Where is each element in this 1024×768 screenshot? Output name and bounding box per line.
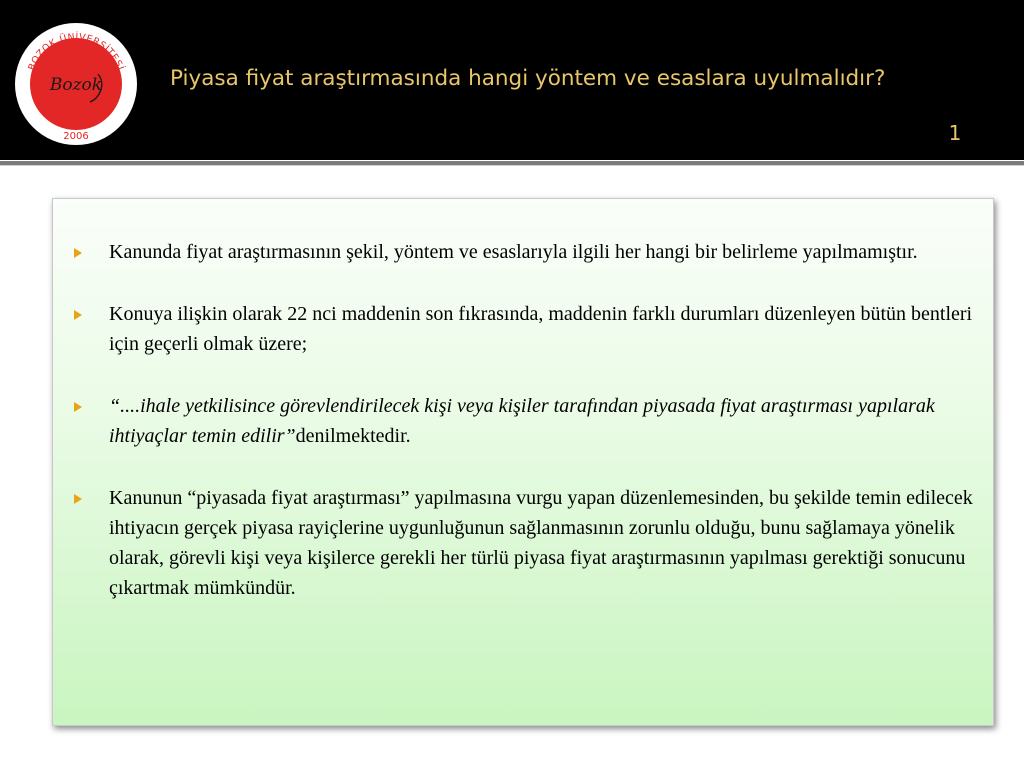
bullet-list — [69, 237, 984, 635]
arrow-bullet-icon — [74, 310, 82, 320]
bullet-item — [69, 483, 984, 603]
logo-script-text: Bozok — [49, 75, 103, 95]
slide-title: Piyasa fiyat araştırmasında hangi yöntem ve esaslara uyulmalıdır? — [170, 66, 886, 91]
bullet-item — [69, 237, 984, 267]
logo-ring-text: BOZOK ÜNİVERSİTESİ — [26, 31, 126, 73]
header-divider — [0, 161, 1024, 166]
arrow-bullet-icon — [74, 402, 82, 412]
content-box — [52, 198, 994, 726]
bullet-text: Kanunun “piyasada fiyat araştırması” yapılmasına vurgu yapan düzenlemesinden, bu şekilde temin edilecek ihtiyacın gerçek piyasa rayiçlerine uygunluğunun sağlanmasının zorunlu olduğu, bunu sağlamaya yönelik olarak, görevli kişi veya kişilerce gerekli her türlü piyasa fiyat araştırmasının yapılması gerektiği sonucunu çıkartmak mümkündür. — [109, 487, 973, 599]
slide-header — [0, 0, 1024, 160]
bullet-item — [69, 391, 984, 451]
bozok-university-logo — [14, 22, 138, 146]
slide-number: 1 — [948, 121, 962, 145]
arrow-bullet-icon — [74, 248, 82, 258]
bullet-text: Kanunda fiyat araştırmasının şekil, yöntem ve esaslarıyla ilgili her hangi bir belirleme yapılmamıştır. — [109, 241, 918, 263]
bullet-quote: “....ihale yetkilisince görevlendirilecek kişi veya kişiler tarafından piyasada fiyat araştırması yapılarak ihtiyaçlar temin edilir” — [109, 395, 935, 447]
logo-year: 2006 — [63, 131, 89, 142]
arrow-bullet-icon — [74, 494, 82, 504]
bullet-text: denilmektedir. — [295, 425, 411, 447]
bullet-item — [69, 299, 984, 359]
bullet-text: Konuya ilişkin olarak 22 nci maddenin son fıkrasında, maddenin farklı durumları düzenleyen bütün bentleri için geçerli olmak üzere; — [109, 303, 973, 355]
